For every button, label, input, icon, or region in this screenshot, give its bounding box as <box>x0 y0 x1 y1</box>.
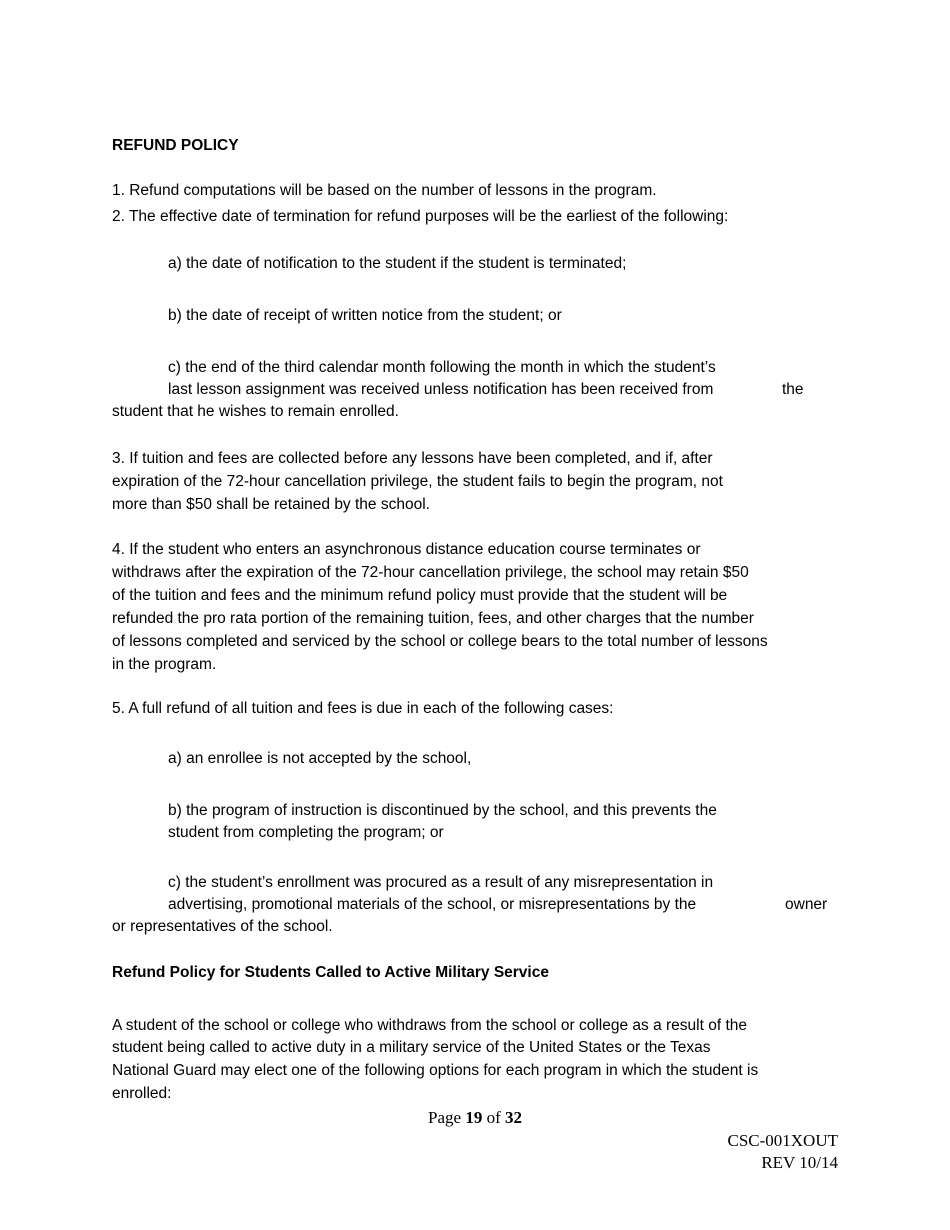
list-item-5: 5. A full refund of all tuition and fees is due in each of the following cases: <box>112 700 614 717</box>
list-item-4-line2: withdraws after the expiration of the 72-hour cancellation privilege, the school may retain $50 <box>112 564 749 581</box>
list-item-2a: a) the date of notification to the student if the student is terminated; <box>168 255 627 272</box>
list-item-2b: b) the date of receipt of written notice from the student; or <box>168 307 562 324</box>
revision-label: REV 10/14 <box>761 1153 838 1172</box>
list-item-1: 1. Refund computations will be based on the number of lessons in the program. <box>112 182 657 199</box>
military-paragraph-line3: National Guard may elect one of the following options for each program in which the student is <box>112 1062 759 1079</box>
current-page: 19 <box>465 1108 483 1127</box>
list-item-3-line1: 3. If tuition and fees are collected before any lessons have been completed, and if, after <box>112 450 713 467</box>
list-item-4-line3: of the tuition and fees and the minimum refund policy must provide that the student will be <box>112 587 728 604</box>
list-item-3-line3: more than $50 shall be retained by the school. <box>112 496 430 513</box>
military-paragraph-line1: A student of the school or college who withdraws from the school or college as a result of the <box>112 1017 747 1034</box>
page-word: Page <box>428 1108 462 1127</box>
list-item-2c-line1: c) the end of the third calendar month following the month in which the student’s <box>168 359 716 376</box>
form-id: CSC-001XOUT <box>727 1131 838 1150</box>
list-item-5a: a) an enrollee is not accepted by the school, <box>168 750 472 767</box>
list-item-2c-line2: last lesson assignment was received unless notification has been received from <box>168 381 714 398</box>
list-item-4-line5: of lessons completed and serviced by the school or college bears to the total number of lessons <box>112 633 768 650</box>
list-item-5b-line2: student from completing the program; or <box>168 824 444 841</box>
list-item-2: 2. The effective date of termination for refund purposes will be the earliest of the following: <box>112 208 729 225</box>
total-pages: 32 <box>504 1108 522 1127</box>
list-item-4-line1: 4. If the student who enters an asynchronous distance education course terminates or <box>112 541 701 558</box>
list-item-5c-line1: c) the student’s enrollment was procured as a result of any misrepresentation in <box>168 874 714 891</box>
list-item-5c-line2: advertising, promotional materials of the school, or misrepresentations by the <box>168 896 697 913</box>
list-item-5c-line2-end: owner <box>785 896 828 913</box>
list-item-5c-line3: or representatives of the school. <box>112 918 333 935</box>
military-heading: Refund Policy for Students Called to Active Military Service <box>112 964 549 981</box>
list-item-4-line6: in the program. <box>112 656 217 673</box>
list-item-3-line2: expiration of the 72-hour cancellation privilege, the student fails to begin the program, not <box>112 473 723 490</box>
list-item-2c-line2-end: the <box>782 381 804 398</box>
military-paragraph-line2: student being called to active duty in a military service of the United States or the Texas <box>112 1039 711 1056</box>
list-item-4-line4: refunded the pro rata portion of the remaining tuition, fees, and other charges that the number <box>112 610 754 627</box>
page-number <box>0 1108 950 1128</box>
military-paragraph-line4: enrolled: <box>112 1085 172 1102</box>
section-heading: REFUND POLICY <box>112 137 239 154</box>
of-word: of <box>486 1108 501 1127</box>
list-item-2c-line3: student that he wishes to remain enrolled. <box>112 403 399 420</box>
list-item-5b-line1: b) the program of instruction is discontinued by the school, and this prevents the <box>168 802 717 819</box>
